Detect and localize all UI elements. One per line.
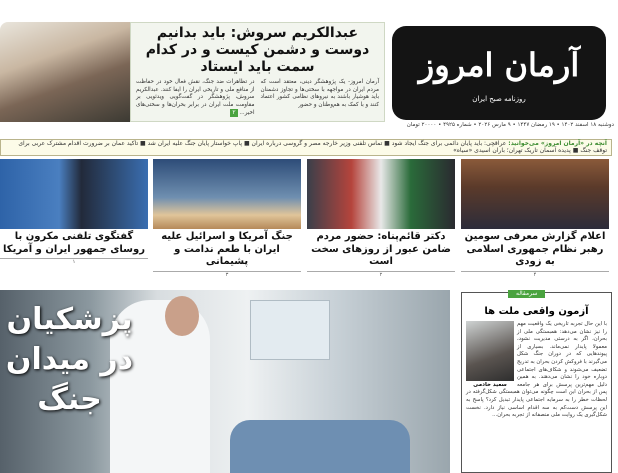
page-number: ۳ [153,271,301,279]
page-number: ۴ [461,271,609,279]
story-photo-macron [0,159,148,229]
editorial-text: با این حال تجربه تاریخی یک واقعیت مهم را نیز نشان می‌دهد: همبستگی ملی از بحران، اگر به درستی مدیریت نشود، معمولا پایدار نمی‌ماند. بسیاری از پیوندهایی که در دوران جنگ شکل می‌گیرند با فروکش کردن بحران به تدریج تضعیف می‌شوند و شکاف‌های اجتماعی دوباره خود را نشان می‌دهند. به همین دلیل مهم‌ترین پرسش برای هر جامعه پس از بحران این است چگونه می‌توان همبستگی شکل‌گرفته در لحظات خطر را به سرمایه اجتماعی پایدار تبدیل کرد؟ پاسخ به این پرسش دست‌کم به سه اقدام اساسی نیاز دارد. نخست شکل‌گیری یک روایت ملی منصفانه از تجربه بحران... [466,321,607,419]
masthead-subtitle: روزنامه صبح ایران [472,95,526,103]
hero-photo-head [165,296,199,336]
ticker-label: آنچه در «آرمان امروز» می‌خوانید: [508,140,607,147]
masthead [392,26,606,120]
story-caption[interactable]: دکتر قائم‌پناه: حضور مردم ضامن عبور از روزهای سخت است [311,231,451,267]
page-number: ۱ [0,258,148,266]
ticker-item[interactable]: تماس تلفنی وزیر خارجه مصر و گروسی درباره ایران [251,140,383,147]
editorial-title[interactable]: آزمون واقعی ملت ها [484,306,589,317]
lead-text-col1: آرمان امروز- یک پژوهشگر دینی، معتقد است که مردم ایران در مواجهه با سختی‌ها و تجاوز دشمنان باید هوشیار باشند به نیروهای نظامی کشور اعتماد کنند و با کمک به هم‌وطنان و حضور [260,79,379,108]
lead-text-col2: در تظاهرات ضد جنگ، نقش فعال خود در حفاظت از منافع ملی و تاریخی ایران را ایفا کنند. عبدالکریم سروش، پژوهشگر در گفت‌گویی ویدئویی بر مقاومت ملت ایران در برابر بحران‌ها و سختی‌های اخیر... ۲ [136,79,255,117]
ticker-item[interactable]: پاپ خواستار پایان جنگ علیه ایران شد [147,140,243,147]
hero-photo-patient [230,420,410,473]
hero-photo-monitor [250,300,330,360]
hero-headline[interactable]: پزشکیان در میدان جنگ [5,302,134,417]
story-caption[interactable]: اعلام گزارش معرفی سومین رهبر نظام جمهوری اسلامی به زودی [464,231,606,267]
lead-photo-soroush [0,22,130,122]
masthead-logo: آرمان امروز [418,46,580,84]
story-caption[interactable]: جنگ آمریکا و اسرائیل علیه ایران با طعم ندامت و پشیمانی [161,231,293,267]
news-ticker: آنچه در «آرمان امروز» می‌خوانید: عراقچی: باید پایان دائمی برای جنگ ایجاد شود ■ تماس تلفنی وزیر خارجه مصر و گروسی درباره ایران ■ پاپ خواستار پایان جنگ علیه ایران شد ■ تاکید عمان بر ضرورت اقدام مشترک عربی برای توقف جنگ ■ پدیده آسمان تاریک تهران؛ باران اسیدی «سیاه» [0,139,612,156]
lead-story[interactable] [130,22,385,122]
lead-headline[interactable]: عبدالکریم سروش: باید بدانیم دوست و دشمن کیست و در کدام سمت باید ایستاد [145,25,370,75]
page-number: ۲ [307,271,455,279]
ticker-item[interactable]: تاکید عمان بر ضرورت اقدام مشترک عربی برای توقف جنگ [18,140,607,155]
story-card[interactable] [0,159,148,288]
ticker-item[interactable]: پدیده آسمان تاریک تهران؛ باران اسیدی «سیاه» [453,147,571,155]
author-name: سعید خادمی [473,382,507,388]
author-photo [466,321,514,381]
story-caption[interactable]: گفتگوی تلفنی مکرون با روسای جمهور ایران و آمریکا [3,231,145,255]
story-card[interactable] [461,159,609,288]
story-photo-crowd [307,159,455,229]
story-photo-assembly [461,159,609,229]
page-badge: ۲ [232,109,236,117]
story-card[interactable] [153,159,301,288]
ticker-item[interactable]: عراقچی: باید پایان دائمی برای جنگ ایجاد شود [391,140,507,147]
story-photo-missile [153,159,301,229]
editorial-tag: سرمقاله [508,290,545,298]
story-card[interactable] [307,159,455,288]
editorial-column[interactable] [461,292,612,473]
date-line: دوشنبه ۱۸ اسفند ۱۴۰۲ • ۱۹ رمضان ۱۴۴۷ • ۹ مارس ۲۰۲۶ • شماره ۴۹۲۵ • ۲۰۰۰۰ تومان [406,122,614,128]
